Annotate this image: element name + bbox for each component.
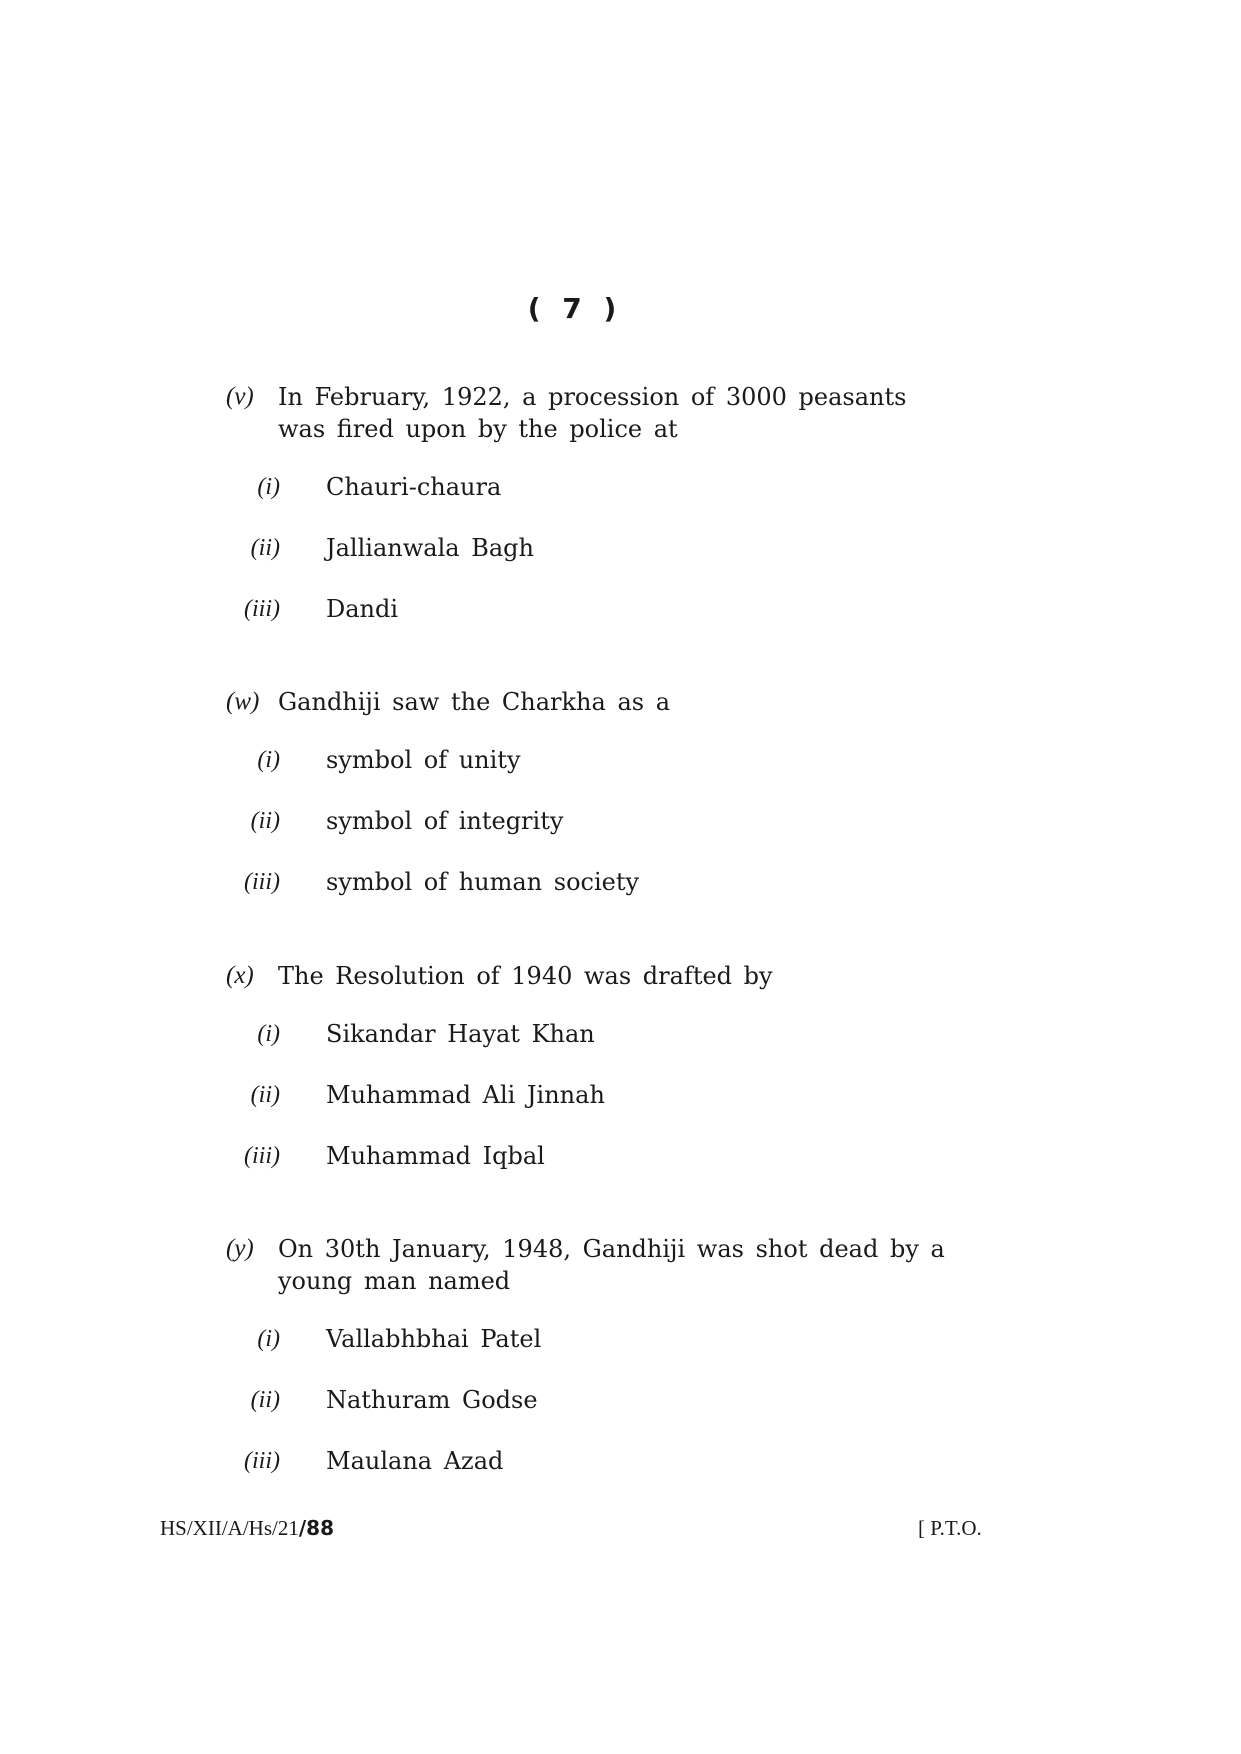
option-item — [226, 532, 946, 564]
option-text: symbol of unity — [326, 746, 521, 774]
question-text: Gandhiji saw the Charkha as a — [278, 688, 671, 716]
question-text: On 30th January, 1948, Gandhiji was shot dead by a young man named — [278, 1235, 945, 1295]
option-item — [226, 1079, 946, 1111]
option-label: (i) — [257, 474, 280, 500]
option-item — [226, 1018, 946, 1050]
question-text: In February, 1922, a procession of 3000 peasants was fired upon by the police at — [278, 383, 907, 443]
question-x — [226, 960, 946, 1172]
option-label: (ii) — [250, 535, 280, 561]
option-label: (iii) — [244, 869, 280, 895]
option-label: (i) — [257, 747, 280, 773]
option-list — [226, 1018, 946, 1172]
option-item — [226, 1384, 946, 1416]
option-text: symbol of integrity — [326, 807, 564, 835]
option-item — [226, 1323, 946, 1355]
option-list — [226, 1323, 946, 1477]
option-text: Dandi — [326, 595, 399, 623]
option-text: Vallabhbhai Patel — [326, 1325, 542, 1353]
option-label: (ii) — [250, 1082, 280, 1108]
option-item — [226, 1445, 946, 1477]
option-text: Maulana Azad — [326, 1447, 504, 1475]
page-number: ( 7 ) — [527, 292, 623, 325]
question-text: The Resolution of 1940 was drafted by — [278, 962, 773, 990]
option-text: Jallianwala Bagh — [326, 534, 534, 562]
option-list — [226, 744, 946, 898]
option-item — [226, 593, 946, 625]
option-label: (iii) — [244, 1143, 280, 1169]
pto-note: [ P.T.O. — [918, 1516, 982, 1540]
option-text: Muhammad Iqbal — [326, 1142, 545, 1170]
option-label: (i) — [257, 1326, 280, 1352]
option-label: (iii) — [244, 1448, 280, 1474]
question-label: (v) — [226, 383, 254, 410]
question-v — [226, 381, 946, 625]
option-label: (i) — [257, 1021, 280, 1047]
option-label: (ii) — [250, 1387, 280, 1413]
option-item — [226, 471, 946, 503]
option-item — [226, 744, 946, 776]
question-label: (w) — [226, 688, 260, 715]
option-item — [226, 1140, 946, 1172]
question-label: (x) — [226, 962, 254, 989]
option-text: Sikandar Hayat Khan — [326, 1020, 595, 1048]
paper-code-prefix: HS/XII/A/Hs/21 — [160, 1516, 299, 1540]
option-item — [226, 866, 946, 898]
paper-code-suffix: /88 — [298, 1516, 334, 1540]
option-text: Muhammad Ali Jinnah — [326, 1081, 605, 1109]
option-text: Nathuram Godse — [326, 1386, 538, 1414]
paper-code — [160, 1516, 334, 1541]
question-y — [226, 1233, 946, 1477]
option-item — [226, 805, 946, 837]
option-list — [226, 471, 946, 625]
question-label: (y) — [226, 1235, 254, 1262]
option-text: symbol of human society — [326, 868, 640, 896]
question-w — [226, 686, 946, 898]
option-label: (ii) — [250, 808, 280, 834]
option-text: Chauri-chaura — [326, 473, 502, 501]
option-label: (iii) — [244, 596, 280, 622]
